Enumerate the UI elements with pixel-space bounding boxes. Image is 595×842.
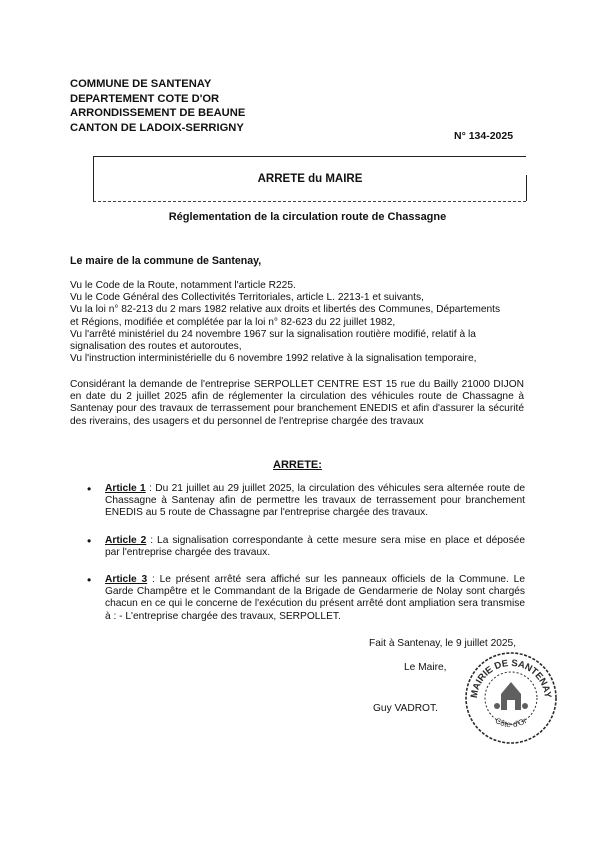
header-line: ARRONDISSEMENT DE BEAUNE [70,107,246,120]
article-label: Article 3 [105,574,148,585]
vu-line: Vu le Code Général des Collectivités Territoriales, article L. 2213-1 et suivants, [70,292,424,304]
article-1 [87,482,526,520]
document-subtitle: Réglementation de la circulation route de Chassagne [168,211,447,223]
article-text: : La signalisation correspondante à cette mesure sera mise en place et déposée par l'entreprise chargée des travaux. [105,535,526,559]
arrete-number: N° 134-2025 [454,130,514,142]
article-text: : Le présent arrêté sera affiché sur les panneaux officiels de la Commune. Le Garde Champêtre et le Commandant de la Brigade de Gendarmerie de Nolay sont chargés chacun en ce qui le concerne de l'exécution du présent arrêté dont ampliation sera transmise à : - L'entreprise chargée des travaux, SERPOLLET. [105,574,525,622]
document-title: ARRETE du MAIRE [257,173,363,185]
svg-text:MAIRIE DE SANTENAY: MAIRIE DE SANTENAY [468,657,554,699]
considerant-paragraph: Considérant la demande de l'entreprise SERPOLLET CENTRE EST 15 rue du Bailly 21000 DIJON en date du 2 juillet 2025 afin de réglementer la circulation des véhicules route de Chassagne à Santenay pour des travaux de terrassement pour branchement ENEDIS et afin d'assurer la sécurité des riverains, des usagers et du personnel de l'entreprise chargée des travaux [70,379,524,427]
vu-line: Vu la loi n° 82-213 du 2 mars 1982 relative aux droits et libertés des Communes, Départements [70,304,501,316]
bullet-icon: • [87,534,92,548]
signature-title: Le Maire, [404,662,447,673]
arrete-heading: ARRETE: [273,459,322,471]
article-3 [87,573,525,623]
bullet-icon: • [87,482,92,496]
title-box [93,156,526,202]
article-text: : Du 21 juillet au 29 juillet 2025, la circulation des véhicules sera alternée route de Chassagne à Santenay afin de permettre les travaux de terrassement pour branchement ENEDIS au 5 route de Chassagne par l'entreprise chargée des travaux. [105,483,526,519]
vu-list [70,280,524,365]
vu-line: et Régions, modifiée et complétée par la loi n° 82-623 du 22 juillet 1982, [70,316,396,328]
commune-header [70,77,245,135]
title-box-edge [526,175,527,201]
vu-line: Vu le Code de la Route, notamment l'article R225. [70,280,296,291]
vu-line: Vu l'arrêté ministériel du 24 novembre 1967 sur la signalisation routière modifié, relatif à la [70,328,476,340]
vu-line: Vu l'instruction interministérielle du 6 novembre 1992 relative à la signalisation temporaire, [70,353,477,365]
mayor-line: Le maire de la commune de Santenay, [70,255,262,267]
mairie-seal-stamp [463,650,559,746]
bullet-icon: • [87,573,92,587]
article-label: Article 2 [105,535,147,546]
svg-text:Côte-d'Or: Côte-d'Or [493,716,529,730]
header-line: DEPARTEMENT COTE D'OR [70,92,220,105]
article-label: Article 1 [105,483,146,494]
vu-line: signalisation des routes et autoroutes, [70,341,242,353]
header-line: COMMUNE DE SANTENAY [70,78,212,90]
article-2 [87,534,526,559]
mayor-name: Guy VADROT. [373,703,438,714]
signature-date: Fait à Santenay, le 9 juillet 2025, [369,638,517,649]
header-line: CANTON DE LADOIX-SERRIGNY [70,121,244,134]
